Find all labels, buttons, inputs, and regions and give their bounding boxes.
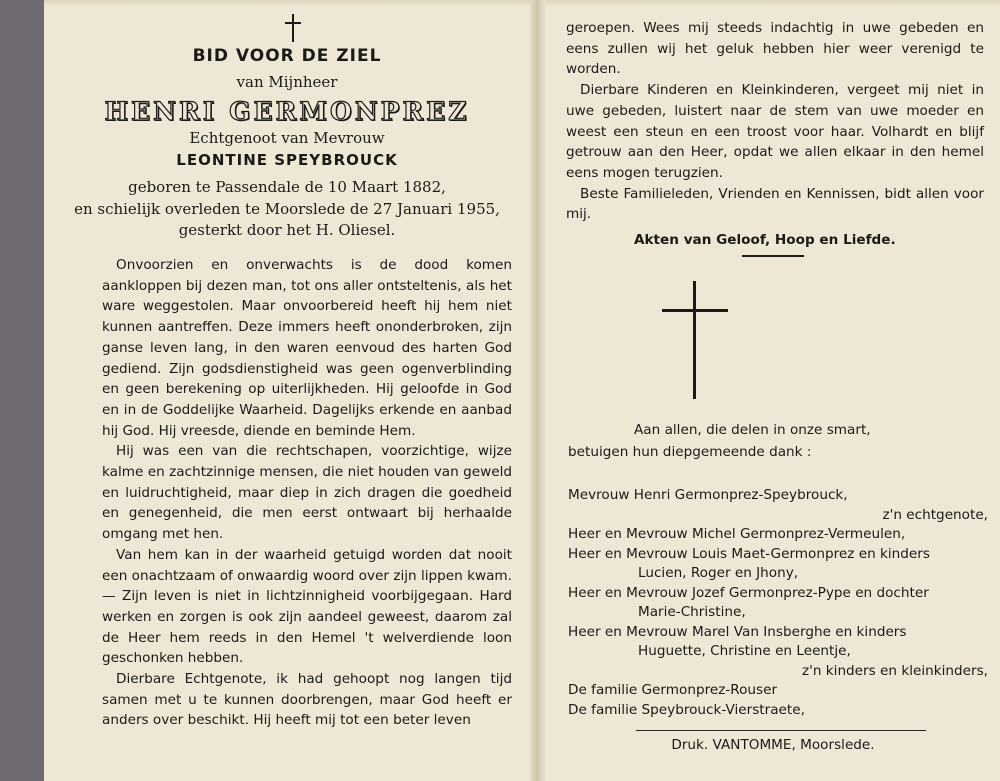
prayer-heading: BID VOOR DE ZIEL — [192, 46, 382, 66]
divider — [636, 730, 926, 731]
paragraph: Dierbare Kinderen en Kleinkinderen, vergeet mij niet in uwe gebeden, luistert naar de stem van uwe moeder en weest een steun en een troost voor haar. Volhardt en blijf getrouw aan den Heer, opdat we allen elkaar in den hemel eens mogen terugzien. — [566, 82, 984, 181]
spouse-name: LEONTINE SPEYBROUCK — [176, 151, 398, 169]
family-line: Huguette, Christine en Leentje, — [638, 643, 851, 659]
paragraph: Onvoorzien en onverwachts is de dood komen aankloppen bij dezen man, tot ons aller ontsteltenis, als het ware weggestolen. Maar onvoorbereid heeft hij hem niet kunnen aantreffen. Deze immers heeft ononderbroken, zijn ganse leven lang, in den waren eenvoud des harten God gediend. Zijn godsdienstigheid was geen ogenverblinding en geen berekening op uiterlijkheden. Hij geloofde in God en in de Goddelijke Waarheid. Dagelijks erkende en aanbad hij God. Hij vreesde, diende en beminde Hem. — [102, 257, 512, 439]
acts-of-faith: Akten van Geloof, Hoop en Liefde. — [634, 232, 896, 248]
paragraph: Beste Familieleden, Vrienden en Kennissen, bidt allen voor mij. — [566, 185, 984, 223]
small-cross-icon — [283, 14, 303, 42]
death-line: en schielijk overleden te Moorslede de 27 Januari 1955, — [74, 200, 500, 218]
family-line: Lucien, Roger en Jhony, — [638, 565, 799, 581]
left-body-text — [102, 255, 512, 731]
family-line: Marie-Christine, — [638, 604, 746, 620]
spouse-intro: Echtgenoot van Mevrouw — [189, 129, 385, 147]
family-line: z'n echtgenote, — [882, 506, 988, 523]
family-line: De familie Germonprez-Rouser — [568, 682, 778, 698]
thanks-line-2: betuigen hun diepgemeende dank : — [568, 444, 812, 460]
right-body-text — [566, 18, 984, 225]
left-page — [44, 0, 530, 781]
paragraph: Dierbare Echtgenote, ik had gehoopt nog langen tijd samen met u te kunnen doorbrengen, maar God heeft er anders over beschikt. Hij heeft mij tot een beter leven — [102, 671, 512, 729]
birth-line: geboren te Passendale de 10 Maart 1882, — [128, 178, 446, 196]
deceased-name: HENRI GERMONPREZ — [104, 97, 470, 126]
family-line: Heer en Mevrouw Marel Van Insberghe en kinders — [568, 623, 907, 640]
family-line: z'n kinders en kleinkinders, — [801, 662, 988, 679]
family-line: Heer en Mevrouw Jozef Germonprez-Pype en dochter — [568, 584, 929, 601]
thanks-line-1: Aan allen, die delen in onze smart, — [634, 422, 871, 438]
family-line: Heer en Mevrouw Michel Germonprez-Vermeulen, — [568, 526, 906, 542]
card-fold — [530, 0, 546, 781]
sacrament-line: gesterkt door het H. Oliesel. — [178, 221, 396, 239]
memorial-card — [44, 0, 1000, 781]
underline — [742, 255, 804, 257]
paragraph: Hij was een van die rechtschapen, voorzichtige, wijze kalme en zachtzinnige mensen, die niet houden van geweld en luidruchtigheid, maar diep in zich dragen die goedheid en genegenheid, die men eerst ontwaart bij herhaalde omgang met hen. — [102, 443, 512, 543]
right-page — [546, 0, 1000, 781]
family-line: Heer en Mevrouw Louis Maet-Germonprez en kinders — [568, 545, 930, 562]
family-list — [568, 486, 988, 720]
printer-credit: Druk. VANTOMME, Moorslede. — [671, 737, 875, 753]
family-line: Mevrouw Henri Germonprez-Speybrouck, — [568, 487, 848, 503]
van-mijnheer: van Mijnheer — [236, 73, 338, 91]
cross-icon — [662, 281, 728, 399]
paragraph: Van hem kan in der waarheid getuigd worden dat nooit een onachtzaam of onwaardig woord over zijn lippen kwam. — Zijn leven is niet in lichtzinnigheid voorbijgegaan. Hard werken en zorgen is ook zijn aandeel geweest, daarom zal de Heer hem reeds in den Hemel 't welverdiende loon geschonken hebben. — [102, 546, 512, 667]
paragraph: geroepen. Wees mij steeds indachtig in uwe gebeden en eens zullen wij het geluk hebben hier weer verenigd te worden. — [566, 20, 984, 78]
family-line: De familie Speybrouck-Vierstraete, — [568, 701, 805, 718]
